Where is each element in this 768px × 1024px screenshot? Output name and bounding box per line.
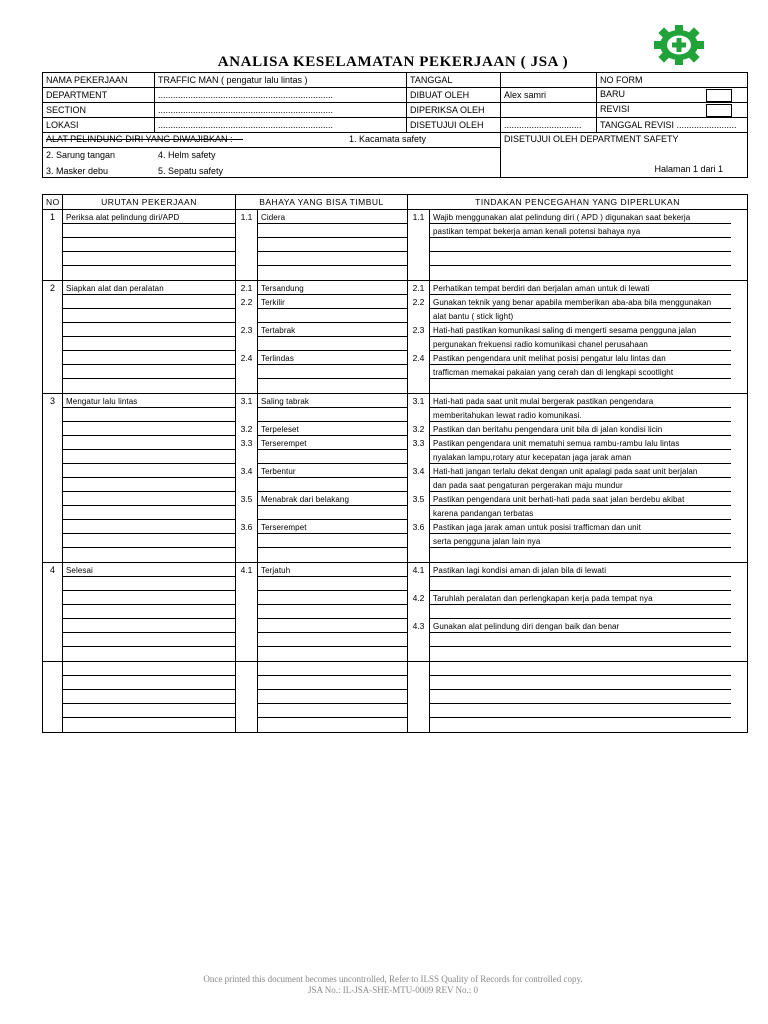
action-number: 3.4: [408, 464, 430, 478]
ppe-item-1: 1. Kacamata safety: [349, 134, 427, 144]
jsa-table: [42, 194, 748, 733]
row-number: 4: [43, 563, 63, 578]
action-text: Pastikan pengendara unit melihat posisi pengatur lalu lintas dan: [433, 353, 666, 363]
hazard-number: 3.6: [236, 520, 258, 534]
action-number: 3.5: [408, 492, 430, 506]
hazard-text: Saling tabrak: [261, 396, 309, 406]
action-number: 3.1: [408, 394, 430, 409]
section-value: ......................................................................: [155, 103, 407, 118]
action-text: nyalakan lampu,rotary atur kecepatan jaga jarak aman: [433, 452, 632, 462]
hazard-number: 3.1: [236, 394, 258, 409]
hazard-text: Terpeleset: [261, 424, 299, 434]
action-text: Gunakan teknik yang benar apabila memberikan aba-aba bila menggunakan: [433, 297, 712, 307]
action-text: memberitahukan lewat radio komunikasi.: [433, 410, 582, 420]
action-text: karena pandangan terbatas: [433, 508, 534, 518]
footer-disclaimer: Once printed this document becomes uncontrolled, Refer to ILSS Quality of Records for controlled copy.: [203, 974, 583, 984]
hazard-text: Terjatuh: [261, 565, 291, 575]
hazard-number: 2.2: [236, 295, 258, 309]
hazard-number: 3.5: [236, 492, 258, 506]
action-number: 4.3: [408, 619, 430, 633]
hazard-text: Terserempet: [261, 522, 307, 532]
action-text: Pastikan pengendara unit mematuhi semua rambu-rambu lalu lintas: [433, 438, 680, 448]
ppe-heading-underline: [46, 139, 243, 140]
nama-pekerjaan-value: TRAFFIC MAN ( pengatur lalu lintas ): [155, 73, 407, 88]
action-text: Wajib menggunakan alat pelindung diri ( APD ) digunakan saat bekerja: [433, 212, 691, 222]
hazard-text: Terlindas: [261, 353, 294, 363]
action-text: Hati-hati pastikan komunikasi saling di mengerti sesama pengguna jalan: [433, 325, 697, 335]
department-value: ......................................................................: [155, 88, 407, 103]
tanggal-revisi-value: ........................: [676, 120, 737, 130]
hazard-number: 1.1: [236, 210, 258, 225]
action-number: 4.1: [408, 563, 430, 578]
col-tindakan-header: TINDAKAN PENCEGAHAN YANG DIPERLUKAN: [408, 195, 748, 210]
diperiksa-value: [501, 103, 597, 118]
hazard-text: Tertabrak: [261, 325, 296, 335]
action-number: 3.2: [408, 422, 430, 436]
col-no-header: NO: [43, 195, 63, 210]
action-text: Hati-hati pada saat unit mulai bergerak pastikan pengendara: [433, 396, 654, 406]
action-number: 2.4: [408, 351, 430, 365]
action-number: 2.1: [408, 281, 430, 296]
page-indicator: Halaman 1 dari 1: [654, 164, 723, 174]
hazard-text: Terbentur: [261, 466, 296, 476]
action-text: Pastikan jaga jarak aman untuk posisi trafficman dan unit: [433, 522, 641, 532]
job-step: Periksa alat pelindung diri/APD: [66, 212, 180, 222]
document-title: ANALISA KESELAMATAN PEKERJAAN ( JSA ): [217, 54, 569, 70]
hazard-number: 3.4: [236, 464, 258, 478]
action-number: 4.2: [408, 591, 430, 605]
hazard-number: 3.3: [236, 436, 258, 450]
job-info-table: [42, 72, 748, 178]
job-step: Siapkan alat dan peralatan: [66, 283, 164, 293]
ppe-item-5: 5. Sepatu safety: [158, 166, 224, 176]
ppe-item-2: 2. Sarung tangan: [46, 150, 116, 160]
lokasi-label: LOKASI: [43, 118, 155, 133]
tanggal-revisi-cell: [597, 118, 748, 133]
col-bahaya-header: BAHAYA YANG BISA TIMBUL: [236, 195, 408, 210]
hazard-number: 4.1: [236, 563, 258, 578]
hazard-number: 2.1: [236, 281, 258, 296]
disetujui-label: DISETUJUI OLEH: [407, 118, 501, 133]
no-form-label: NO FORM: [597, 73, 748, 88]
hazard-text: Terserempet: [261, 438, 307, 448]
dibuat-value: Alex samri: [501, 88, 597, 103]
hazard-number: 2.4: [236, 351, 258, 365]
job-step: Selesai: [66, 565, 93, 575]
revisi-cell: [597, 103, 748, 118]
hazard-number: 2.3: [236, 323, 258, 337]
baru-checkbox: [706, 89, 732, 102]
tanggal-value: [501, 73, 597, 88]
hazard-number: 3.2: [236, 422, 258, 436]
tanggal-revisi-label: TANGGAL REVISI: [600, 120, 675, 130]
hazard-text: Cidera: [261, 212, 286, 222]
action-text: serta pengguna jalan lain nya: [433, 536, 541, 546]
revisi-label: REVISI: [600, 103, 630, 114]
action-number: 3.6: [408, 520, 430, 534]
action-text: Hati-hati jangan terlalu dekat dengan unit apalagi pada saat unit berjalan: [433, 466, 698, 476]
action-text: Gunakan alat pelindung diri dengan baik dan benar: [433, 621, 620, 631]
ppe-item-3: 3. Masker debu: [46, 166, 109, 176]
action-text: pastikan tempat bekerja aman kenali potensi bahaya nya: [433, 226, 641, 236]
baru-cell: [597, 88, 748, 103]
action-text: Pastikan dan beritahu pengendara unit bila di jalan kondisi licin: [433, 424, 663, 434]
hazard-text: Menabrak dari belakang: [261, 494, 350, 504]
diperiksa-label: DIPERIKSA OLEH: [407, 103, 501, 118]
ppe-divider: [43, 147, 500, 148]
action-text: Perhatikan tempat berdiri dan berjalan aman untuk di lewati: [433, 283, 650, 293]
action-number: 3.3: [408, 436, 430, 450]
action-text: dan pada saat pengaturan pergerakan maju mundur: [433, 480, 623, 490]
action-text: Taruhlah peralatan dan perlengkapan kerja pada tempat nya: [433, 593, 653, 603]
tanggal-label: TANGGAL: [407, 73, 501, 88]
baru-label: BARU: [600, 88, 626, 99]
row-number: 2: [43, 281, 63, 296]
approval-label: DISETUJUI OLEH DEPARTMENT SAFETY: [504, 134, 679, 144]
approval-section: [501, 133, 748, 178]
action-text: pergunakan frekuensi radio komunikasi chanel perusahaan: [433, 339, 648, 349]
action-text: Pastikan pengendara unit berhati-hati pada saat jalan berdebu akibat: [433, 494, 685, 504]
section-label: SECTION: [43, 103, 155, 118]
revisi-checkbox: [706, 104, 732, 117]
action-number: 2.3: [408, 323, 430, 337]
lokasi-value: ......................................................................: [155, 118, 407, 133]
action-number: 1.1: [408, 210, 430, 225]
job-step: Mengatur lalu lintas: [66, 396, 138, 406]
action-text: trafficman memakai pakaian yang cerah dan di lengkapi scootlight: [433, 367, 674, 377]
ppe-heading: ALAT PELINDUNG DIRI YANG DIWAJIBKAN :: [46, 134, 233, 144]
ppe-section: [43, 133, 501, 178]
action-text: Pastikan lagi kondisi aman di jalan bila di lewati: [433, 565, 607, 575]
hazard-text: Terkilir: [261, 297, 285, 307]
col-urutan-header: URUTAN PEKERJAAN: [63, 195, 236, 210]
footer: [0, 974, 768, 996]
action-number: 2.2: [408, 295, 430, 309]
hazard-text: Tersandung: [261, 283, 304, 293]
department-label: DEPARTMENT: [43, 88, 155, 103]
row-number: 3: [43, 394, 63, 409]
disetujui-value: ...............................: [501, 118, 597, 133]
action-text: alat bantu ( stick light): [433, 311, 514, 321]
dibuat-label: DIBUAT OLEH: [407, 88, 501, 103]
ppe-item-4: 4. Helm safety: [158, 150, 216, 160]
footer-doc-number: JSA No.: IL-JSA-SHE-MTU-0009 REV No.: 0: [307, 985, 479, 995]
nama-pekerjaan-label: NAMA PEKERJAAN: [43, 73, 155, 88]
row-number: 1: [43, 210, 63, 225]
